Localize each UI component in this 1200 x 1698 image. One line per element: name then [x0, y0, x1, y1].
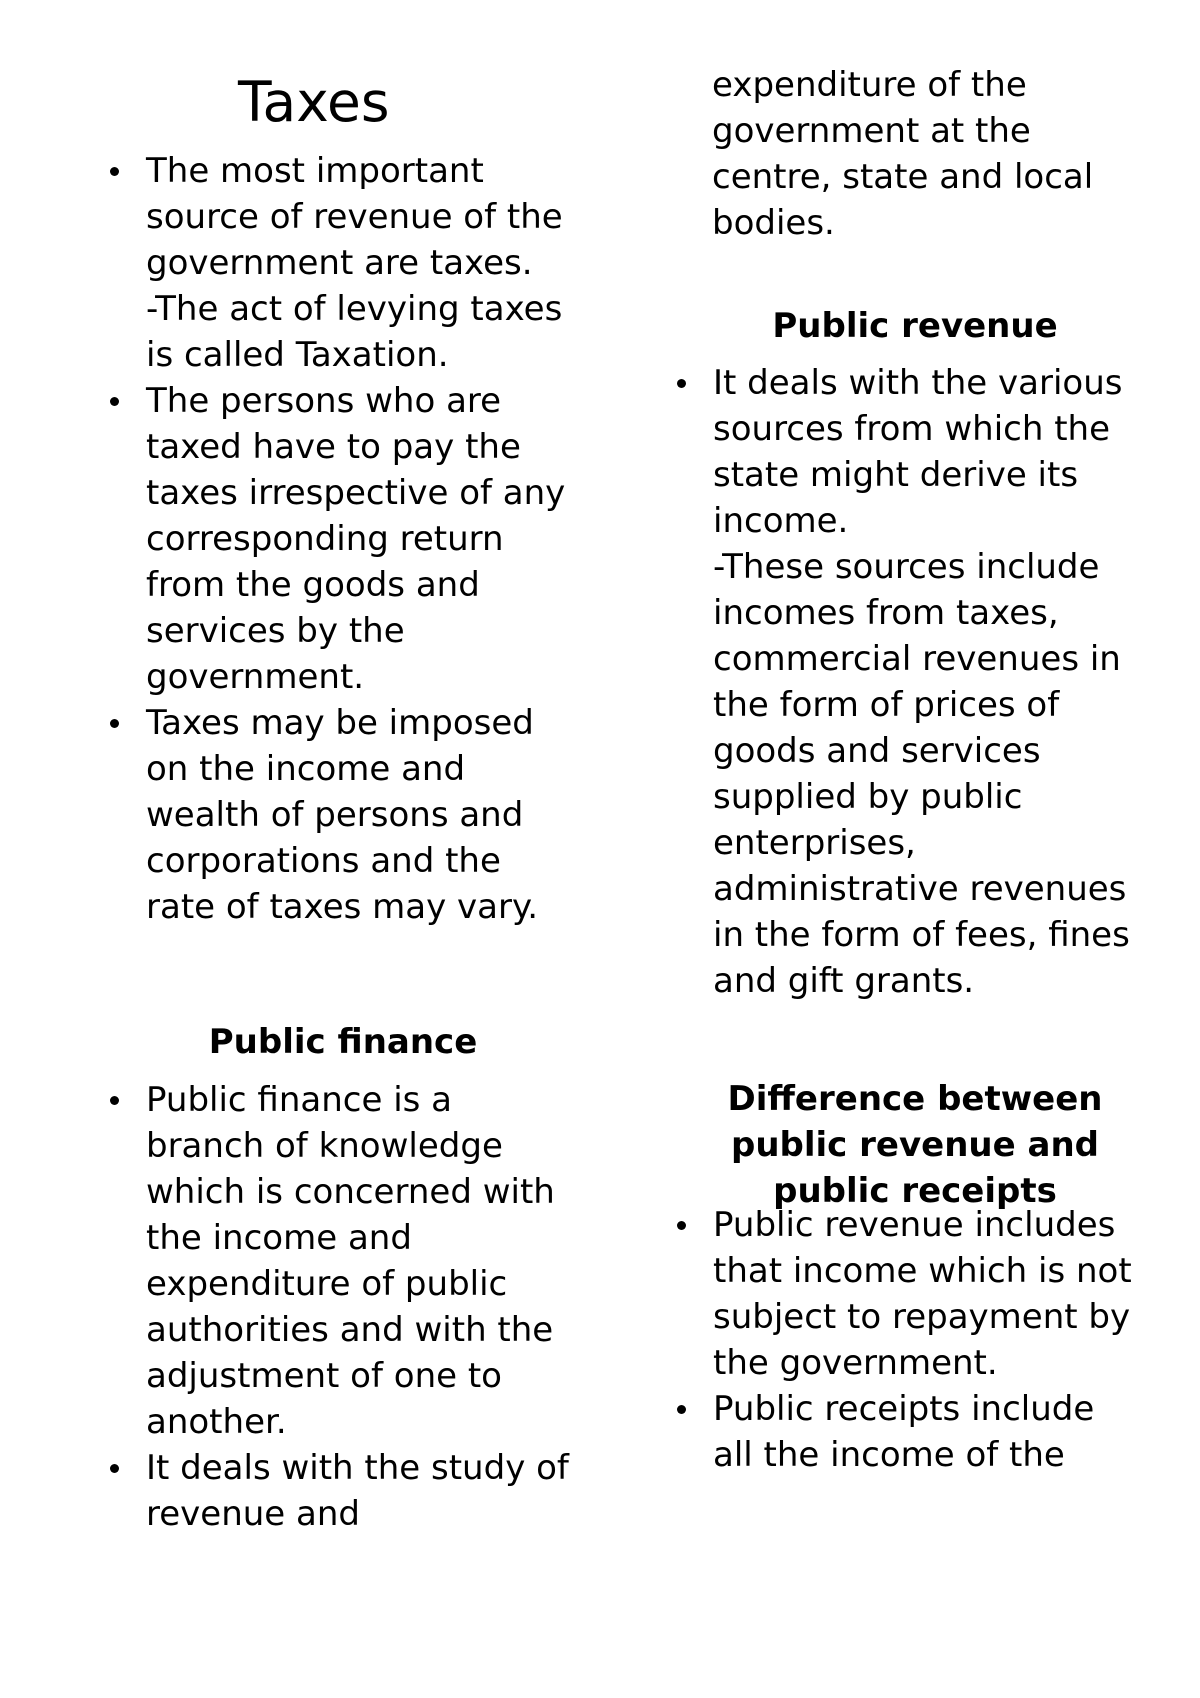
bullet-text: Public receipts include all the income of the	[713, 1389, 1095, 1475]
bullet-text: Taxes may be imposed on the income and wealth of persons and corporations and the rate of taxes may vary.	[146, 703, 539, 927]
difference-bullet-list	[675, 1202, 1137, 1478]
list-item	[675, 1386, 1137, 1478]
bullet-text: Public finance is a branch of knowledge which is concerned with the income and expenditure of public authorities and with the adjustment of one to another.	[146, 1080, 555, 1442]
public-revenue-bullet-list	[675, 360, 1137, 1004]
bullet-icon	[110, 397, 119, 406]
bullet-icon	[677, 1221, 686, 1230]
list-item	[108, 148, 578, 378]
bullet-icon	[677, 379, 686, 388]
bullet-text: The most important source of revenue of the government are taxes.	[146, 151, 563, 283]
bullet-icon	[110, 167, 119, 176]
bullet-icon	[110, 1096, 119, 1105]
list-item	[108, 1077, 578, 1445]
public-finance-heading: Public finance	[208, 1022, 478, 1062]
bullet-icon	[677, 1405, 686, 1414]
list-item	[675, 1202, 1137, 1386]
bullet-text: Public revenue includes that income which is not subject to repayment by the government.	[713, 1205, 1132, 1383]
list-item	[108, 378, 578, 700]
taxes-bullet-list	[108, 148, 578, 930]
continuation-text: expenditure of the government at the centre, state and local bodies.	[712, 65, 1094, 243]
page-title: Taxes	[238, 70, 390, 134]
list-item	[108, 1445, 578, 1537]
list-item	[675, 360, 1137, 1004]
bullet-icon	[110, 719, 119, 728]
public-finance-bullet-list	[108, 1077, 578, 1537]
bullet-subtext: -The act of levying taxes is called Taxation.	[146, 289, 563, 375]
bullet-text: It deals with the study of revenue and	[146, 1448, 569, 1534]
bullet-text: The persons who are taxed have to pay the taxes irrespective of any corresponding return from the goods and services by the government.	[146, 381, 566, 697]
bullet-text: It deals with the various sources from which the state might derive its income.	[713, 363, 1123, 541]
public-revenue-heading: Public revenue	[772, 306, 1058, 346]
bullet-icon	[110, 1464, 119, 1473]
difference-heading: Difference between public revenue and public receipts	[727, 1079, 1103, 1211]
bullet-subtext: -These sources include incomes from taxes, commercial revenues in the form of prices of goods and services supplied by public enterprises, administrative revenues in the form of fees, fines and gift grants.	[713, 547, 1130, 1001]
list-item	[108, 700, 578, 930]
